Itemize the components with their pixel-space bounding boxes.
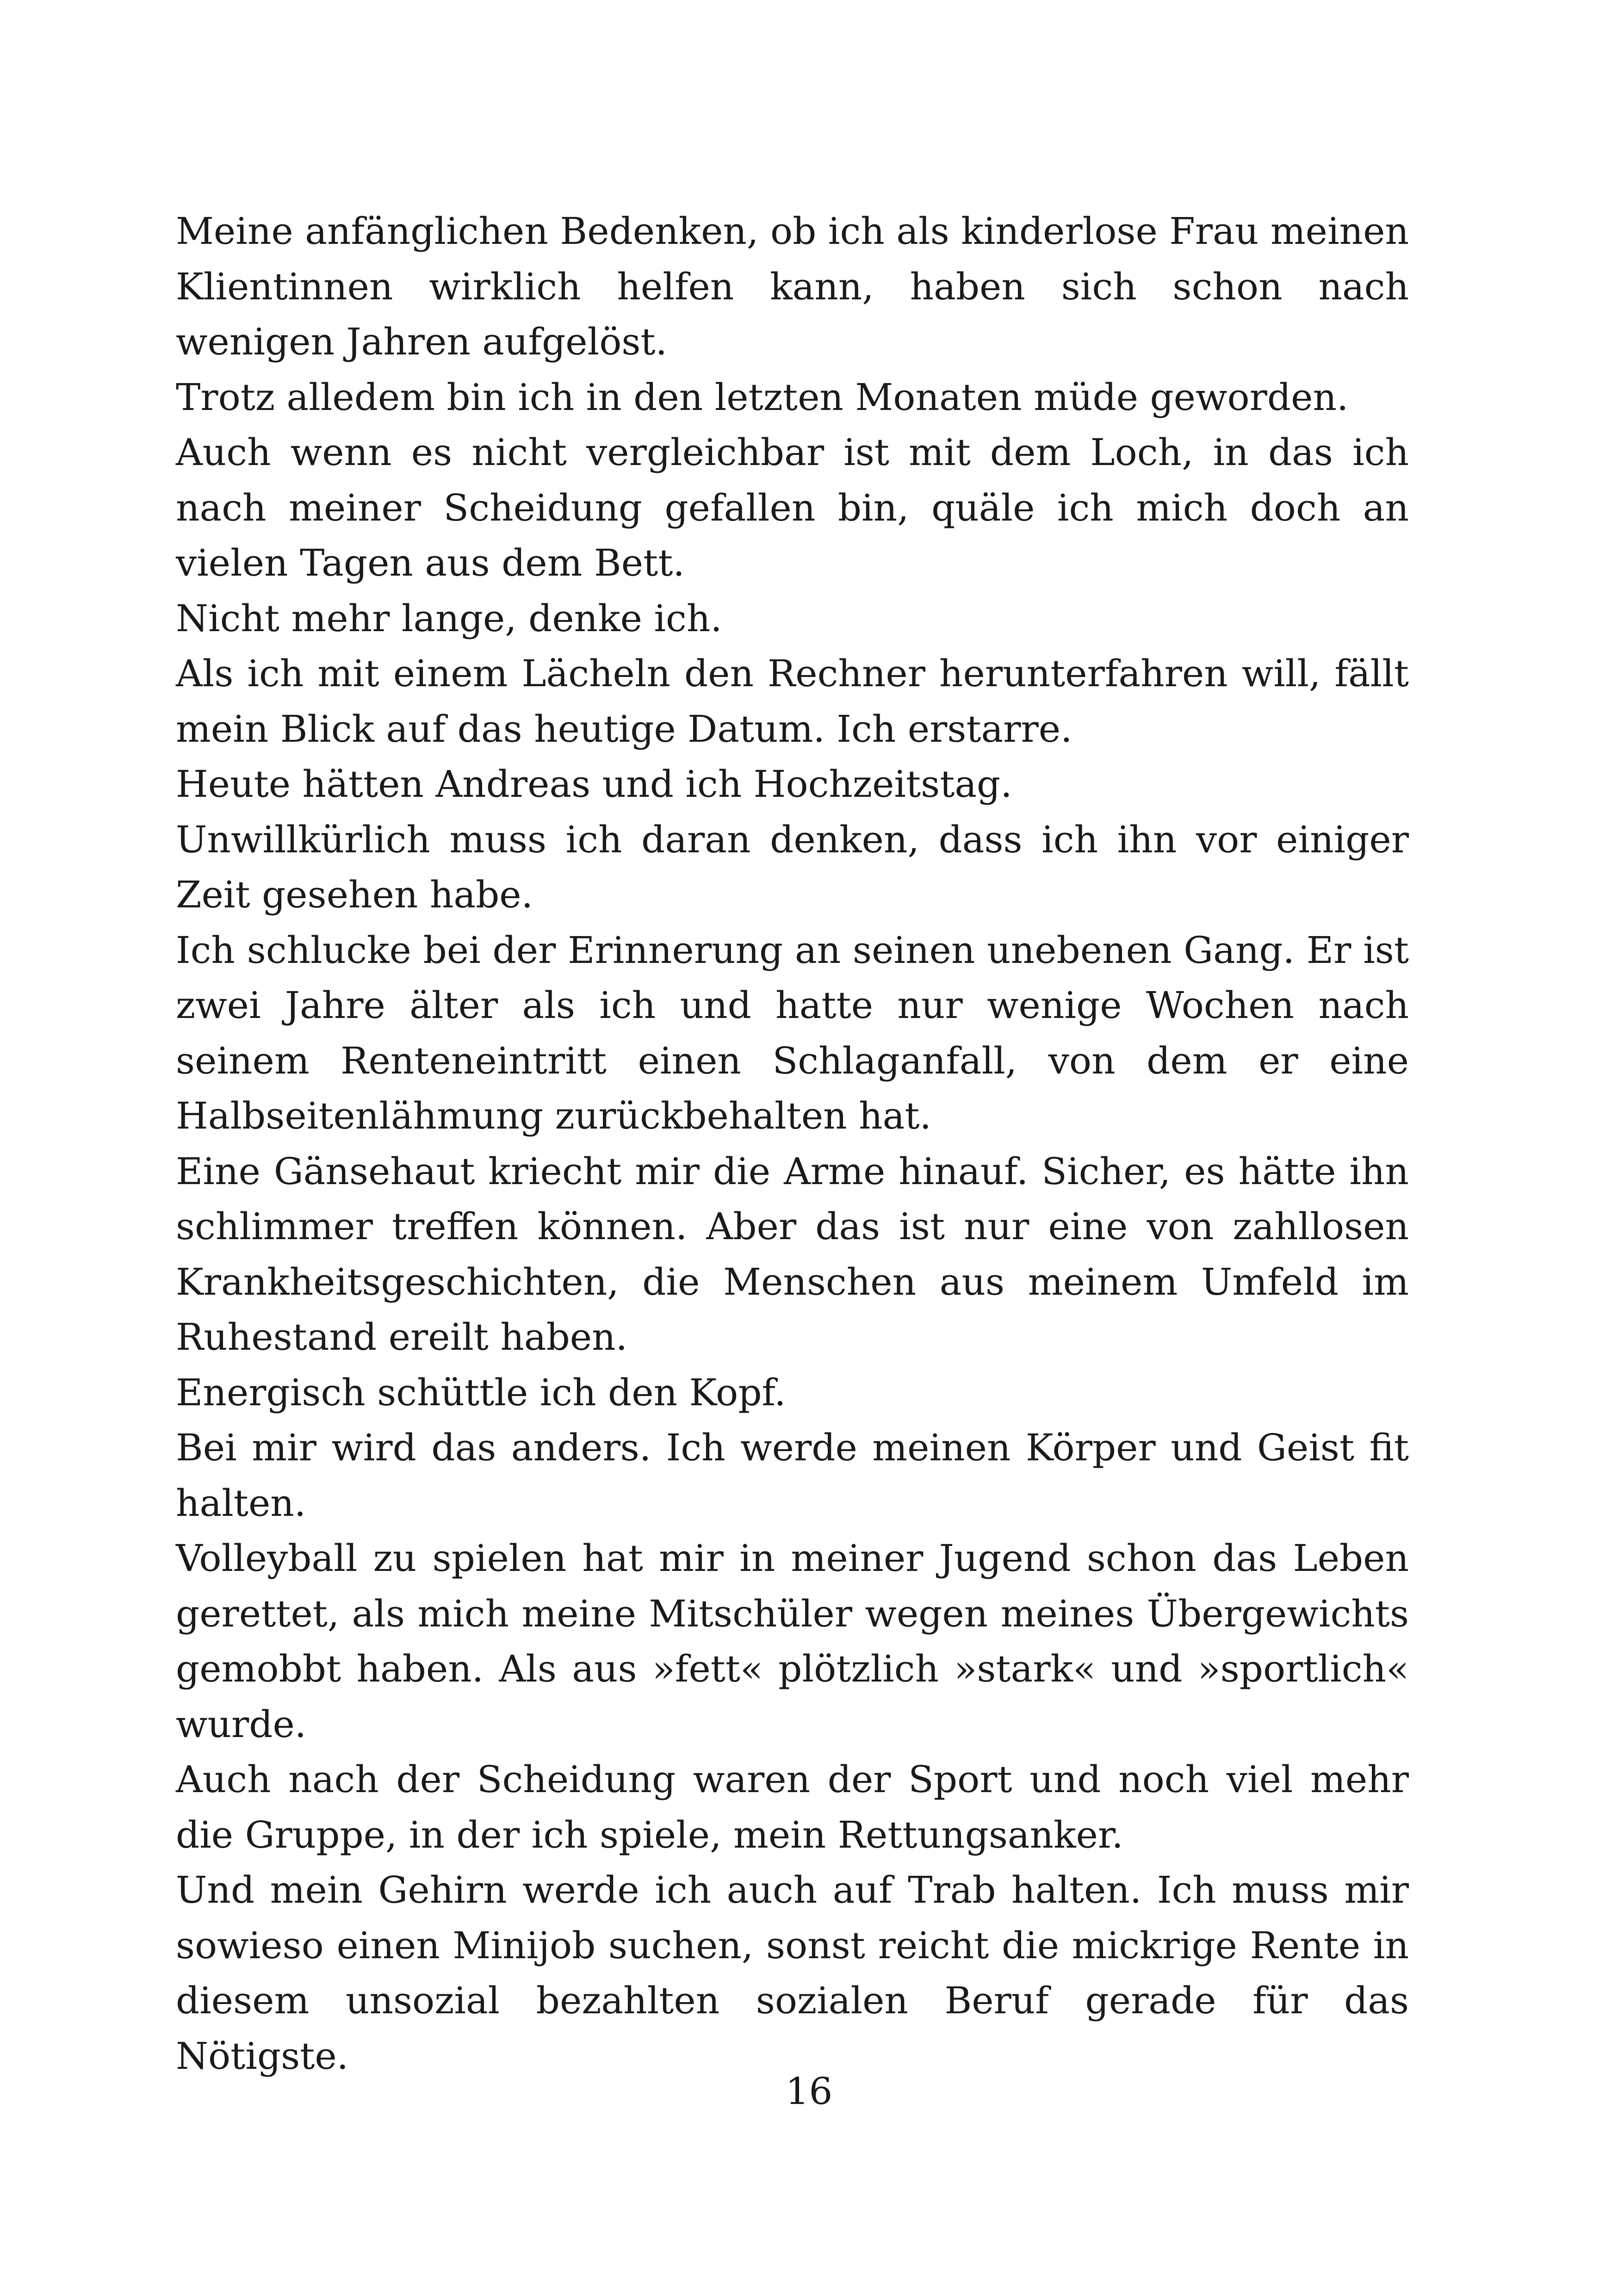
- paragraph: Eine Gänsehaut kriecht mir die Arme hinauf. Sicher, es hätte ihn schlimmer treffen können. Aber das ist nur eine von zahllosen Krankheitsgeschichten, die Menschen aus meinem Umfeld im Ruhestand ereilt haben.: [176, 1149, 1409, 1359]
- paragraph: Bei mir wird das anders. Ich werde meinen Körper und Geist fit halten.: [176, 1426, 1409, 1525]
- paragraph: Meine anfänglichen Bedenken, ob ich als kinderlose Frau meinen Klientinnen wirklich helfen kann, haben sich schon nach wenigen Jahren aufgelöst.: [176, 210, 1409, 363]
- paragraph: Energisch schüttle ich den Kopf.: [176, 1371, 786, 1414]
- paragraph: Als ich mit einem Lächeln den Rechner herunterfahren will, fällt mein Blick auf das heutige Datum. Ich erstarre.: [176, 652, 1409, 751]
- paragraph: Nicht mehr lange, denke ich.: [176, 596, 722, 640]
- page-number: 16: [785, 2070, 833, 2113]
- paragraph: Und mein Gehirn werde ich auch auf Trab halten. Ich muss mir sowieso einen Minijob suchen, sonst reicht die mickrige Rente in diesem unsozial bezahlten sozialen Beruf gerade für das Nötigste.: [176, 1868, 1409, 2078]
- paragraph: Ich schlucke bei der Erinnerung an seinen unebenen Gang. Er ist zwei Jahre älter als ich und hatte nur wenige Wochen nach seinem Renteneintritt einen Schlaganfall, von dem er eine Halbseitenlähmung zurückbehalten hat.: [176, 928, 1409, 1137]
- paragraph: Auch wenn es nicht vergleichbar ist mit dem Loch, in das ich nach meiner Scheidung gefallen bin, quäle ich mich doch an vielen Tagen aus dem Bett.: [176, 431, 1409, 584]
- body-text: [176, 204, 1409, 2084]
- paragraph: Unwillkürlich muss ich daran denken, dass ich ihn vor einiger Zeit gesehen habe.: [176, 818, 1409, 916]
- paragraph: Volleyball zu spielen hat mir in meiner Jugend schon das Leben gerettet, als mich meine Mitschüler wegen meines Übergewichts gemobbt haben. Als aus »fett« plötzlich »stark« und »sportlich« wurde.: [176, 1537, 1409, 1746]
- paragraph: Trotz alledem bin ich in den letzten Monaten müde geworden.: [176, 375, 1349, 419]
- paragraph: Heute hätten Andreas und ich Hochzeitstag.: [176, 763, 1012, 806]
- paragraph: Auch nach der Scheidung waren der Sport und noch viel mehr die Gruppe, in der ich spiele, mein Rettungsanker.: [176, 1758, 1409, 1856]
